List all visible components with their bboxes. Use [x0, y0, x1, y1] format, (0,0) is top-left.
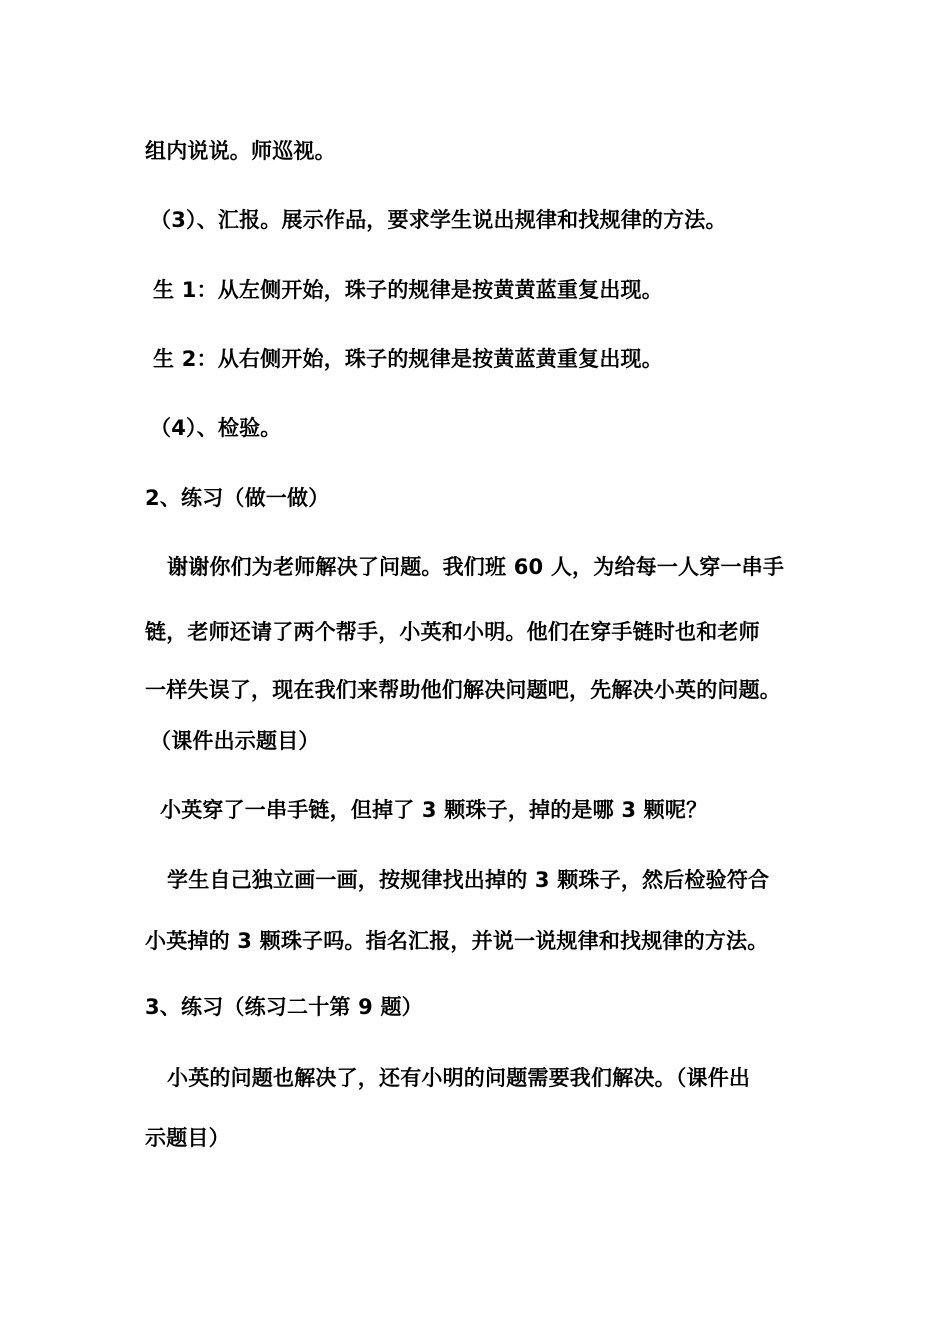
text-line: 生 2：从右侧开始，珠子的规律是按黄蓝黄重复出现。	[153, 347, 663, 371]
text-line: 组内说说。师巡视。	[145, 139, 336, 163]
text-line: 谢谢你们为老师解决了问题。我们班 60 人，为给每一人穿一串手	[167, 555, 785, 579]
text-line: 小英掉的 3 颗珠子吗。指名汇报，并说一说规律和找规律的方法。	[145, 929, 769, 953]
text-line: 链，老师还请了两个帮手，小英和小明。他们在穿手链时也和老师	[145, 620, 760, 644]
text-line: （4）、检验。	[150, 416, 282, 440]
text-line: 一样失误了，现在我们来帮助他们解决问题吧，先解决小英的问题。	[145, 678, 781, 702]
text-line: 小英穿了一串手链，但掉了 3 颗珠子，掉的是哪 3 颗呢？	[160, 798, 708, 822]
text-line: 学生自己独立画一画，按规律找出掉的 3 颗珠子，然后检验符合	[167, 868, 770, 892]
text-line: （课件出示题目）	[150, 729, 320, 753]
text-line: 生 1：从左侧开始，珠子的规律是按黄黄蓝重复出现。	[153, 278, 663, 302]
text-line: 小英的问题也解决了，还有小明的问题需要我们解决。（课件出	[167, 1066, 751, 1090]
section-heading: 2、练习（做一做）	[145, 486, 330, 510]
text-line: （3）、汇报。展示作品，要求学生说出规律和找规律的方法。	[150, 208, 727, 232]
section-heading: 3、练习（练习二十第 9 题）	[145, 995, 423, 1019]
text-line: 示题目）	[145, 1126, 230, 1150]
